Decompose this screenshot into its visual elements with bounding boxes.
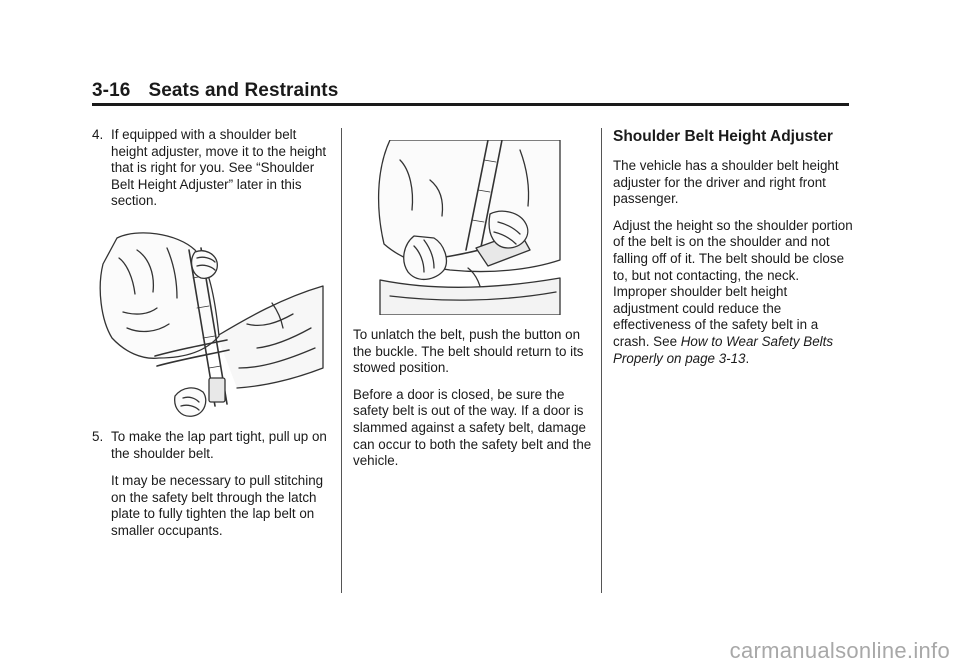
column-2	[353, 327, 593, 480]
column-3	[613, 128, 853, 377]
watermark: carmanualsonline.info	[729, 638, 950, 663]
section-title: Seats and Restraints	[148, 80, 339, 101]
cross-reference-link[interactable]: How to Wear Safety Belts Properly on page 3-13	[613, 333, 834, 366]
belt-over-shoulder-illustration	[97, 228, 325, 418]
belt-buckle-release-illustration	[370, 140, 566, 315]
step-4	[92, 127, 332, 210]
step-4-number: 4.	[92, 127, 104, 142]
step-5-subtext: It may be necessary to pull stitching on the safety belt through the latch plate to fully tighten the lap belt on smaller occupants.	[111, 473, 324, 538]
header-rule	[92, 103, 849, 106]
column-1	[92, 127, 332, 210]
column-2-para-1: To unlatch the belt, push the button on the buckle. The belt should return to its stowed position.	[353, 327, 584, 376]
step-5-number: 5.	[92, 429, 104, 444]
column-3-para-2-end: .	[745, 350, 750, 366]
column-2-para-2: Before a door is closed, be sure the safety belt is out of the way. If a door is slammed against a safety belt, damage can occur to both the safety belt and the vehicle.	[353, 386, 592, 469]
step-5	[92, 429, 332, 462]
column-3-para-1: The vehicle has a shoulder belt height adjuster for the driver and right front passenger.	[613, 158, 839, 207]
page-number: 3-16	[92, 80, 131, 101]
column-1-lower	[92, 429, 332, 550]
column-divider-1	[341, 128, 342, 593]
column-divider-2	[601, 128, 602, 593]
column-3-para-2-text: Adjust the height so the shoulder portion of the belt is on the shoulder and not falling off of it. The belt should be close to, but not contacting, the neck. Improper shoulder belt height adjustment could reduce the effectiveness of the safety belt in a crash. See	[613, 217, 853, 349]
step-5-text: To make the lap part tight, pull up on the shoulder belt.	[111, 429, 327, 461]
section-heading: Shoulder Belt Height Adjuster	[613, 128, 833, 145]
step-4-text: If equipped with a shoulder belt height adjuster, move it to the height that is right for you. See “Shoulder Belt Height Adjuster” later in this section.	[111, 127, 327, 209]
column-3-para-2	[613, 218, 853, 367]
page-header	[92, 80, 338, 102]
